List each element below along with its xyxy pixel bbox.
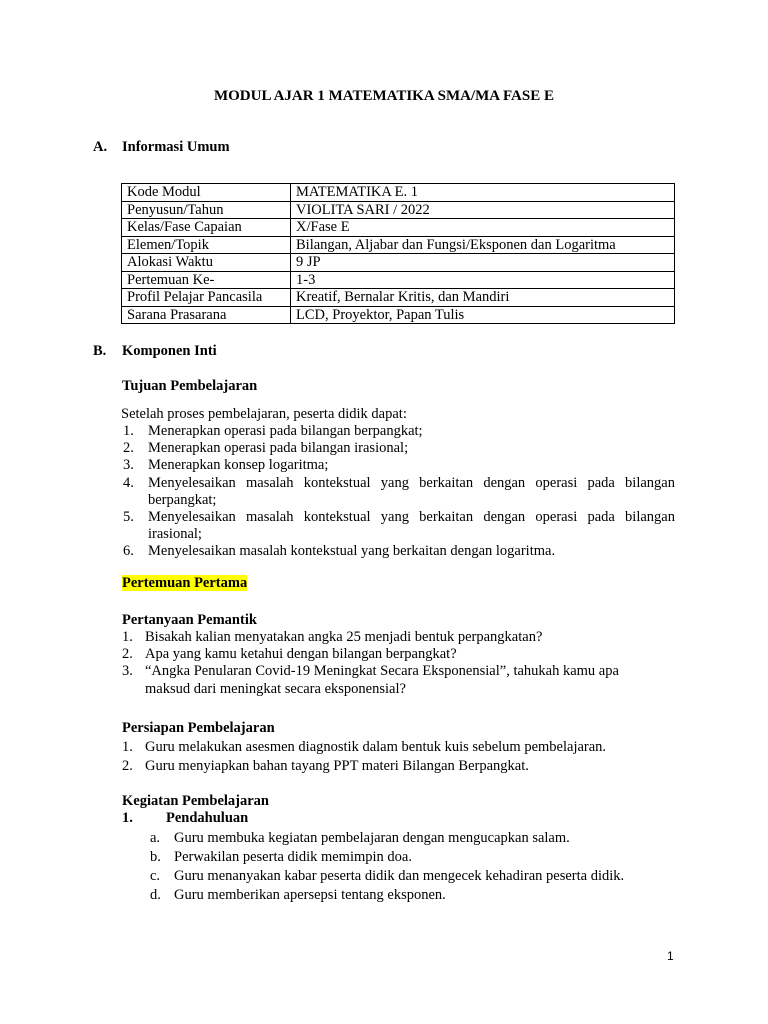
list-item — [123, 543, 675, 560]
table-row — [122, 271, 675, 289]
list-item-text: Menerapkan konsep logaritma; — [148, 457, 329, 474]
tujuan-list — [123, 423, 675, 561]
list-item-text: Menyelesaikan masalah kontekstual yang berkaitan dengan logaritma. — [148, 543, 556, 560]
list-item-text: Guru melakukan asesmen diagnostik dalam bentuk kuis sebelum pembelajaran. — [145, 739, 607, 755]
document-title: MODUL AJAR 1 MATEMATIKA SMA/MA FASE E — [213, 88, 554, 104]
list-item — [122, 646, 662, 663]
list-item-number: 2. — [122, 758, 133, 774]
list-item-number: 3. — [123, 457, 134, 474]
section-b-number: B. — [93, 343, 107, 359]
list-item-number: 2. — [122, 646, 133, 663]
table-row — [122, 219, 675, 237]
list-item-text: Menerapkan operasi pada bilangan berpangkat; — [148, 423, 423, 439]
table-row — [122, 254, 675, 272]
table-cell-key: Alokasi Waktu — [122, 254, 291, 272]
table-cell-key: Pertemuan Ke- — [122, 271, 291, 289]
list-item — [122, 663, 662, 697]
list-item-number: 2. — [123, 440, 134, 457]
table-cell-value: VIOLITA SARI / 2022 — [291, 201, 675, 219]
list-item-number: 1. — [122, 629, 133, 645]
table-row — [122, 184, 675, 202]
section-b-label: Komponen Inti — [122, 343, 217, 359]
table-cell-key: Profil Pelajar Pancasila — [122, 289, 291, 307]
list-item-text: Bisakah kalian menyatakan angka 25 menjadi bentuk perpangkatan? — [145, 629, 543, 645]
pendahuluan-number: 1. — [122, 810, 133, 826]
table-cell-key: Kode Modul — [122, 184, 291, 202]
list-item-letter: d. — [150, 887, 161, 903]
list-item-letter: b. — [150, 849, 161, 865]
info-table — [121, 183, 675, 324]
pemantik-list — [122, 629, 662, 698]
table-cell-value: LCD, Proyektor, Papan Tulis — [291, 306, 675, 324]
list-item — [150, 848, 680, 867]
list-item-number: 4. — [123, 474, 134, 491]
list-item — [123, 475, 675, 509]
list-item-text: Guru memberikan apersepsi tentang eksponen. — [174, 887, 446, 903]
list-item-number: 5. — [123, 509, 134, 526]
list-item — [123, 457, 675, 474]
tujuan-intro: Setelah proses pembelajaran, peserta didik dapat: — [121, 406, 407, 422]
table-row — [122, 201, 675, 219]
list-item-text: Perwakilan peserta didik memimpin doa. — [174, 849, 412, 865]
list-item — [122, 629, 662, 646]
pendahuluan-heading — [122, 810, 249, 827]
kegiatan-heading: Kegiatan Pembelajaran — [122, 793, 269, 809]
page-number: 1 — [667, 949, 674, 963]
table-cell-value: 1-3 — [291, 271, 675, 289]
list-item-text: Apa yang kamu ketahui dengan bilangan berpangkat? — [145, 646, 457, 663]
list-item — [123, 509, 675, 543]
list-item-number: 6. — [123, 543, 134, 560]
list-item-text: Guru membuka kegiatan pembelajaran dengan mengucapkan salam. — [174, 830, 570, 846]
table-cell-key: Kelas/Fase Capaian — [122, 219, 291, 237]
table-cell-key: Sarana Prasarana — [122, 306, 291, 324]
persiapan-list — [122, 738, 682, 776]
list-item — [123, 440, 675, 457]
section-a-label: Informasi Umum — [122, 139, 230, 155]
pendahuluan-list — [150, 829, 680, 905]
table-cell-value: MATEMATIKA E. 1 — [291, 184, 675, 202]
list-item — [150, 867, 680, 886]
list-item — [122, 757, 682, 776]
list-item — [123, 423, 675, 440]
tujuan-heading: Tujuan Pembelajaran — [122, 378, 258, 394]
table-cell-value: 9 JP — [291, 254, 675, 272]
list-item-number: 1. — [122, 739, 133, 755]
list-item — [122, 738, 682, 757]
table-row — [122, 289, 675, 307]
table-cell-value: Kreatif, Bernalar Kritis, dan Mandiri — [291, 289, 675, 307]
table-cell-value: X/Fase E — [291, 219, 675, 237]
list-item — [150, 886, 680, 905]
table-cell-key: Elemen/Topik — [122, 236, 291, 254]
table-row — [122, 306, 675, 324]
list-item — [150, 829, 680, 848]
list-item-text: Guru menanyakan kabar peserta didik dan mengecek kehadiran peserta didik. — [174, 868, 625, 884]
pendahuluan-label: Pendahuluan — [166, 810, 249, 826]
list-item-text: Menyelesaikan masalah kontekstual yang berkaitan dengan operasi pada bilangan irasional; — [148, 509, 675, 543]
list-item-text: Menerapkan operasi pada bilangan irasional; — [148, 440, 409, 457]
pertemuan-pertama-heading — [122, 575, 247, 592]
list-item-letter: c. — [150, 868, 161, 884]
table-cell-key: Penyusun/Tahun — [122, 201, 291, 219]
persiapan-heading: Persiapan Pembelajaran — [122, 720, 275, 736]
table-row — [122, 236, 675, 254]
pertemuan-pertama-label: Pertemuan Pertama — [122, 575, 248, 591]
section-a-number: A. — [93, 139, 108, 155]
list-item-number: 3. — [122, 663, 133, 680]
list-item-text: Menyelesaikan masalah kontekstual yang berkaitan dengan operasi pada bilangan berpangkat; — [148, 474, 675, 508]
list-item-text: “Angka Penularan Covid-19 Meningkat Secara Eksponensial”, tahukah kamu apa maksud dari meningkat secara eksponensial? — [145, 663, 619, 697]
list-item-number: 1. — [123, 423, 134, 439]
pemantik-heading: Pertanyaan Pemantik — [122, 612, 257, 628]
list-item-text: Guru menyiapkan bahan tayang PPT materi Bilangan Berpangkat. — [145, 758, 529, 774]
table-cell-value: Bilangan, Aljabar dan Fungsi/Eksponen dan Logaritma — [291, 236, 675, 254]
list-item-letter: a. — [150, 830, 161, 846]
